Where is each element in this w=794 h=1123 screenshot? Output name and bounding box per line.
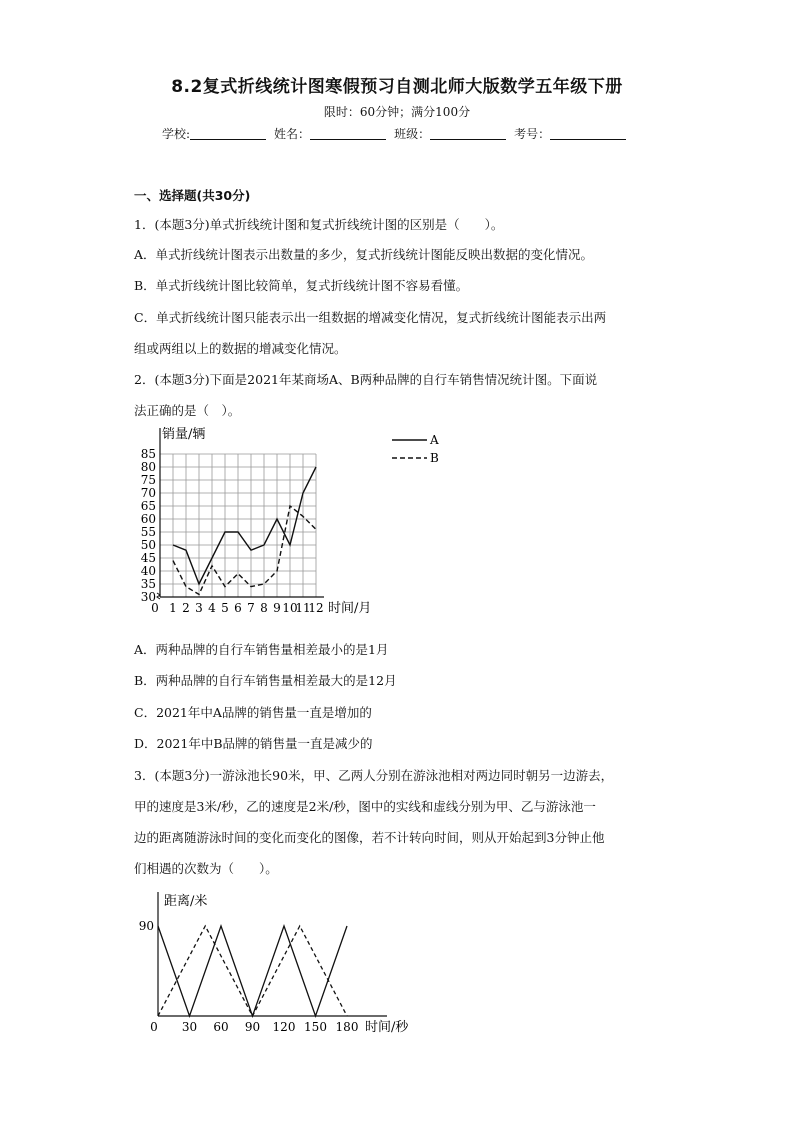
x-tick-label: 150	[304, 1020, 327, 1034]
q2-option-b: B．两种品牌的自行车销售量相差最大的是12月	[134, 673, 397, 688]
x-tick-label: 3	[195, 601, 203, 615]
class-blank[interactable]	[430, 127, 506, 140]
x-tick-label: 0	[151, 601, 159, 615]
q3-line-2: 甲的速度是3米/秒，乙的速度是2米/秒，图中的实线和虚线分别为甲、乙与游泳池一	[134, 799, 596, 814]
time-limit: 限时：60分钟；满分100分	[323, 105, 471, 119]
sales-line-chart	[130, 420, 460, 635]
q1-option-a: A．单式折线统计图表示出数量的多少，复式折线统计图能反映出数据的变化情况。	[134, 247, 594, 262]
x-tick-label: 10	[282, 601, 298, 615]
exam-no-label: 考号：	[514, 127, 551, 141]
name-label: 姓名：	[274, 127, 311, 141]
y-axis-label: 销量/辆	[162, 427, 206, 442]
x-tick-label: 120	[272, 1020, 296, 1034]
y-tick-label: 90	[138, 919, 154, 933]
y-tick-label: 55	[140, 525, 156, 539]
y-axis-label: 距离/米	[164, 894, 208, 909]
q3-line-4: 们相遇的次数为（ ）。	[134, 861, 278, 876]
q1-option-b: B．单式折线统计图比较简单，复式折线统计图不容易看懂。	[134, 278, 469, 293]
q3-line-1: 3．(本题3分)一游泳池长90米，甲、乙两人分别在游泳池相对两边同时朝另一边游去，	[134, 768, 614, 783]
y-tick-label: 85	[140, 447, 156, 461]
x-tick-label: 6	[234, 601, 242, 615]
q2-option-a: A．两种品牌的自行车销售量相差最小的是1月	[134, 642, 389, 657]
x-tick-label: 2	[182, 601, 190, 615]
q1-stem: 1．(本题3分)单式折线统计图和复式折线统计图的区别是（ ）。	[134, 217, 504, 232]
y-tick-label: 80	[140, 460, 156, 474]
x-tick-label: 11	[295, 601, 311, 615]
legend-label-A: A	[430, 433, 439, 447]
y-tick-label: 35	[140, 577, 156, 591]
x-tick-label: 9	[273, 601, 281, 615]
x-tick-label: 180	[335, 1020, 359, 1034]
x-tick-label: 5	[221, 601, 229, 615]
y-tick-label: 45	[140, 551, 156, 565]
swim-distance-chart	[130, 888, 430, 1038]
school-blank[interactable]	[190, 127, 266, 140]
x-tick-label: 12	[308, 601, 324, 615]
y-tick-label: 75	[140, 473, 156, 487]
name-blank[interactable]	[310, 127, 386, 140]
exam-no-blank[interactable]	[550, 127, 626, 140]
student-info	[162, 125, 634, 142]
x-axis-label: 时间/月	[328, 601, 372, 616]
series-line-A	[173, 467, 316, 584]
q1-option-c: C．单式折线统计图只能表示出一组数据的增减变化情况，复式折线统计图能表示出两	[134, 310, 607, 325]
x-tick-label: 4	[208, 601, 216, 615]
y-tick-label: 50	[140, 538, 156, 552]
page-title: 8.2复式折线统计图寒假预习自测北师大版数学五年级下册	[171, 77, 623, 97]
y-tick-label: 30	[140, 590, 156, 604]
x-tick-label: 0	[150, 1020, 158, 1034]
y-tick-label: 70	[140, 486, 156, 500]
q1-option-c-cont: 组或两组以上的数据的增减变化情况。	[134, 341, 347, 356]
x-tick-label: 60	[213, 1020, 229, 1034]
x-tick-label: 8	[260, 601, 268, 615]
school-label: 学校:	[162, 127, 191, 141]
section-heading: 一、选择题(共30分)	[134, 188, 251, 203]
q2-stem-2: 法正确的是（ ）。	[134, 403, 241, 418]
q2-option-c: C．2021年中A品牌的销售量一直是增加的	[134, 705, 372, 720]
q2-stem-1: 2．(本题3分)下面是2021年某商场A、B两种品牌的自行车销售情况统计图。下面说	[134, 372, 598, 387]
x-axis-label: 时间/秒	[365, 1020, 409, 1035]
x-tick-label: 90	[244, 1020, 261, 1034]
x-tick-label: 30	[181, 1020, 198, 1034]
x-tick-label: 1	[169, 601, 177, 615]
x-tick-label: 7	[247, 601, 255, 615]
y-tick-label: 65	[140, 499, 156, 513]
series-line-yi	[158, 926, 347, 1016]
q2-option-d: D．2021年中B品牌的销售量一直是减少的	[134, 736, 373, 751]
q3-line-3: 边的距离随游泳时间的变化而变化的图像，若不计转向时间，则从开始起到3分钟止他	[134, 830, 605, 845]
y-tick-label: 60	[140, 512, 156, 526]
y-tick-label: 40	[140, 564, 156, 578]
series-line-jia	[158, 926, 347, 1016]
legend-label-B: B	[430, 451, 439, 465]
class-label: 班级：	[394, 127, 431, 141]
